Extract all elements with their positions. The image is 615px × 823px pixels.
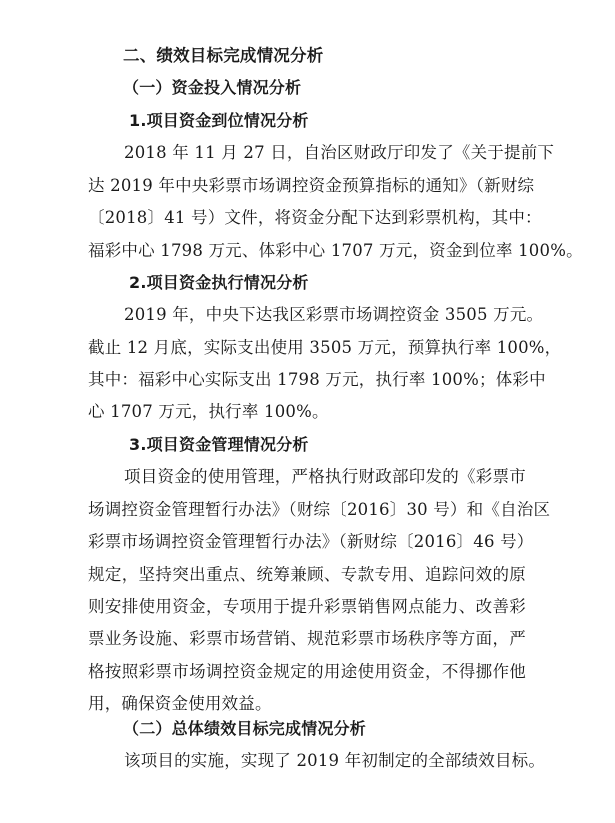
sub1-heading: 1.项目资金到位情况分析 xyxy=(129,111,309,130)
part1-heading: （一）资金投入情况分析 xyxy=(123,78,302,97)
sub2-line-3: 其中：福彩中心实际支出 1798 万元，执行率 100%；体彩中 xyxy=(88,370,546,389)
sub3-heading: 3.项目资金管理情况分析 xyxy=(129,435,309,454)
part2-heading: （二）总体绩效目标完成情况分析 xyxy=(123,719,367,738)
sub1-line-4: 福彩中心 1798 万元、体彩中心 1707 万元，资金到位率 100%。 xyxy=(88,241,583,260)
section-title: 二、绩效目标完成情况分析 xyxy=(123,46,324,65)
sub3-line-8: 用，确保资金使用效益。 xyxy=(88,694,272,713)
sub3-line-1: 项目资金的使用管理，严格执行财政部印发的《彩票市 xyxy=(124,467,526,486)
sub3-line-4: 规定，坚持突出重点、统筹兼顾、专款专用、追踪问效的原 xyxy=(88,565,526,584)
part2-line-1: 该项目的实施，实现了 2019 年初制定的全部绩效目标。 xyxy=(124,751,546,770)
sub3-line-3: 彩票市场调控资金管理暂行办法》（新财综〔2016〕46 号） xyxy=(88,532,534,551)
sub1-line-1: 2018 年 11 月 27 日，自治区财政厅印发了《关于提前下 xyxy=(124,143,555,162)
sub2-line-1: 2019 年，中央下达我区彩票市场调控资金 3505 万元。 xyxy=(124,305,544,324)
sub2-line-2: 截止 12 月底，实际支出使用 3505 万元，预算执行率 100%， xyxy=(88,338,562,357)
sub1-line-3: 〔2018〕41 号）文件，将资金分配下达到彩票机构，其中： xyxy=(88,208,542,227)
sub3-line-7: 格按照彩票市场调控资金规定的用途使用资金，不得挪作他 xyxy=(88,662,526,681)
sub1-line-2: 达 2019 年中央彩票市场调控资金预算指标的通知》（新财综 xyxy=(88,176,535,195)
sub2-heading: 2.项目资金执行情况分析 xyxy=(129,273,309,292)
sub3-line-6: 票业务设施、彩票市场营销、规范彩票市场秩序等方面，严 xyxy=(88,629,526,648)
sub3-line-5: 则安排使用资金，专项用于提升彩票销售网点能力、改善彩 xyxy=(88,597,526,616)
sub3-line-2: 场调控资金管理暂行办法》（财综〔2016〕30 号）和《自治区 xyxy=(88,500,551,519)
sub2-line-4: 心 1707 万元，执行率 100%。 xyxy=(88,402,329,421)
